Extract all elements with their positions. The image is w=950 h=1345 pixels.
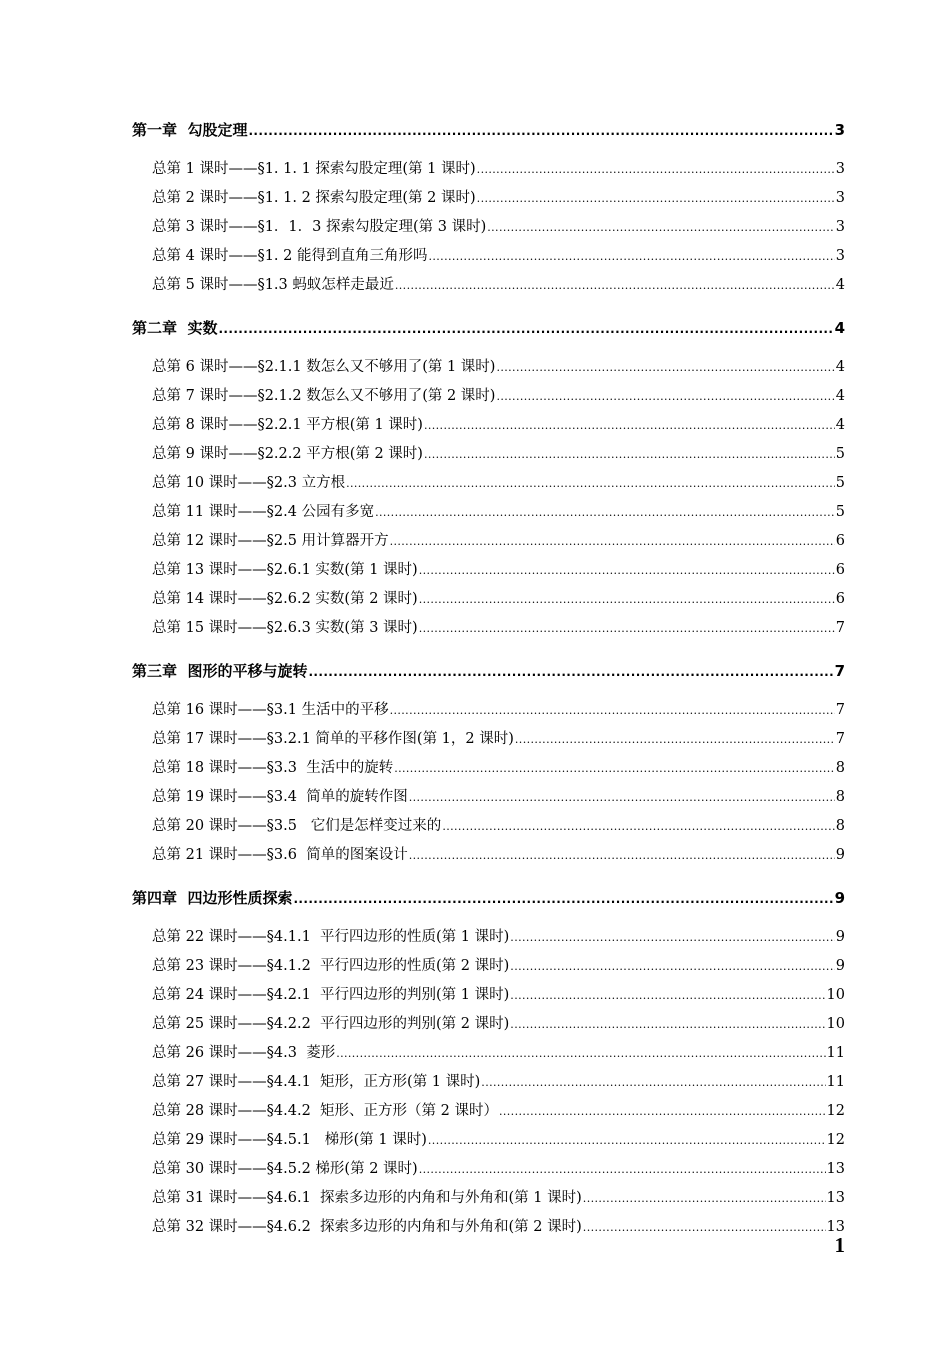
chapter-page-number: 7	[834, 662, 845, 680]
dot-leader	[424, 440, 835, 469]
dot-leader	[419, 556, 835, 585]
entry-page-number: 11	[826, 1074, 845, 1090]
dot-leader	[477, 184, 835, 213]
entry-page-number: 9	[835, 847, 845, 863]
entry-title: 总第 29 课时——§4.5.1 梯形(第 1 课时)	[152, 1132, 427, 1148]
dot-leader	[409, 841, 835, 870]
dot-leader	[477, 155, 835, 184]
entry-title: 总第 30 课时——§4.5.2 梯形(第 2 课时)	[152, 1161, 418, 1177]
toc-entry[interactable]	[132, 1068, 845, 1097]
dot-leader	[583, 1184, 826, 1213]
entry-title: 总第 27 课时——§4.4.1 矩形，正方形(第 1 课时)	[152, 1074, 481, 1090]
entry-title: 总第 17 课时——§3.2.1 简单的平移作图(第 1，2 课时)	[152, 731, 514, 747]
toc-entry[interactable]	[132, 696, 845, 725]
entry-title: 总第 9 课时——§2.2.2 平方根(第 2 课时)	[152, 446, 423, 462]
dot-leader	[293, 884, 833, 913]
entry-page-number: 4	[835, 359, 845, 375]
entry-page-number: 5	[835, 504, 845, 520]
toc-entry[interactable]	[132, 242, 845, 271]
toc-entry[interactable]	[132, 556, 845, 585]
entry-title: 总第 13 课时——§2.6.1 实数(第 1 课时)	[152, 562, 418, 578]
entry-page-number: 13	[826, 1190, 845, 1206]
dot-leader	[419, 585, 835, 614]
dot-leader	[428, 1126, 826, 1155]
toc-entry[interactable]	[132, 783, 845, 812]
toc-entry[interactable]	[132, 812, 845, 841]
entry-page-number: 13	[826, 1161, 845, 1177]
toc-entry[interactable]	[132, 1039, 845, 1068]
entry-page-number: 7	[835, 731, 845, 747]
entry-page-number: 13	[826, 1219, 845, 1235]
dot-leader	[487, 213, 835, 242]
dot-leader	[419, 614, 835, 643]
toc-entry[interactable]	[132, 952, 845, 981]
page-number: 1	[834, 1233, 845, 1257]
entry-page-number: 9	[835, 958, 845, 974]
dot-leader	[346, 469, 835, 498]
dot-leader	[499, 1097, 826, 1126]
dot-leader	[375, 498, 835, 527]
entry-title: 总第 25 课时——§4.2.2 平行四边形的判别(第 2 课时)	[152, 1016, 510, 1032]
entry-page-number: 11	[826, 1045, 845, 1061]
entry-title: 总第 8 课时——§2.2.1 平方根(第 1 课时)	[152, 417, 423, 433]
dot-leader	[248, 116, 833, 145]
toc-entry[interactable]	[132, 469, 845, 498]
chapter-title: 第三章 图形的平移与旋转	[132, 662, 308, 680]
dot-leader	[424, 411, 835, 440]
dot-leader	[395, 271, 835, 300]
entry-page-number: 3	[835, 219, 845, 235]
dot-leader	[583, 1213, 826, 1242]
dot-leader	[308, 657, 833, 686]
chapter-page-number: 3	[834, 121, 845, 139]
entry-page-number: 5	[835, 475, 845, 491]
entry-title: 总第 32 课时——§4.6.2 探索多边形的内角和与外角和(第 2 课时)	[152, 1219, 582, 1235]
dot-leader	[510, 981, 825, 1010]
dot-leader	[409, 783, 835, 812]
entry-page-number: 4	[835, 388, 845, 404]
entry-title: 总第 26 课时——§4.3 菱形	[152, 1045, 336, 1061]
entry-page-number: 3	[835, 248, 845, 264]
chapter-title: 第四章 四边形性质探索	[132, 889, 293, 907]
dot-leader	[510, 923, 834, 952]
entry-title: 总第 20 课时——§3.5 它们是怎样变过来的	[152, 818, 442, 834]
toc-entry[interactable]	[132, 184, 845, 213]
entry-title: 总第 18 课时——§3.3 生活中的旋转	[152, 760, 394, 776]
toc-entry[interactable]	[132, 411, 845, 440]
toc-entry[interactable]	[132, 754, 845, 783]
toc-entry[interactable]	[132, 725, 845, 754]
entry-title: 总第 15 课时——§2.6.3 实数(第 3 课时)	[152, 620, 418, 636]
entry-title: 总第 22 课时——§4.1.1 平行四边形的性质(第 1 课时)	[152, 929, 510, 945]
entry-title: 总第 6 课时——§2.1.1 数怎么又不够用了(第 1 课时)	[152, 359, 496, 375]
toc-chapter-heading[interactable]	[132, 884, 845, 912]
table-of-contents	[132, 116, 845, 1242]
dot-leader	[390, 696, 835, 725]
toc-entry[interactable]	[132, 271, 845, 300]
entry-page-number: 8	[835, 818, 845, 834]
entry-page-number: 10	[826, 987, 845, 1003]
toc-entry[interactable]	[132, 1010, 845, 1039]
toc-entry[interactable]	[132, 614, 845, 643]
toc-entry[interactable]	[132, 527, 845, 556]
entry-title: 总第 7 课时——§2.1.2 数怎么又不够用了(第 2 课时)	[152, 388, 496, 404]
entry-page-number: 6	[835, 591, 845, 607]
dot-leader	[419, 1155, 826, 1184]
toc-entry[interactable]	[132, 1213, 845, 1242]
entry-page-number: 5	[835, 446, 845, 462]
entry-page-number: 7	[835, 620, 845, 636]
dot-leader	[481, 1068, 825, 1097]
toc-entry[interactable]	[132, 923, 845, 952]
entry-title: 总第 2 课时——§1. 1. 2 探索勾股定理(第 2 课时)	[152, 190, 476, 206]
entry-title: 总第 21 课时——§3.6 简单的图案设计	[152, 847, 408, 863]
dot-leader	[428, 242, 834, 271]
toc-entry[interactable]	[132, 841, 845, 870]
toc-chapter-heading[interactable]	[132, 657, 845, 685]
entry-title: 总第 31 课时——§4.6.1 探索多边形的内角和与外角和(第 1 课时)	[152, 1190, 582, 1206]
toc-entry[interactable]	[132, 1184, 845, 1213]
chapter-title: 第二章 实数	[132, 319, 218, 337]
entry-title: 总第 24 课时——§4.2.1 平行四边形的判别(第 1 课时)	[152, 987, 510, 1003]
dot-leader	[515, 725, 835, 754]
entry-title: 总第 5 课时——§1.3 蚂蚁怎样走最近	[152, 277, 394, 293]
dot-leader	[336, 1039, 825, 1068]
entry-page-number: 12	[826, 1132, 845, 1148]
dot-leader	[496, 382, 834, 411]
dot-leader	[510, 952, 834, 981]
entry-page-number: 3	[835, 190, 845, 206]
toc-entry[interactable]	[132, 213, 845, 242]
toc-entry[interactable]	[132, 585, 845, 614]
entry-page-number: 6	[835, 533, 845, 549]
toc-entry[interactable]	[132, 981, 845, 1010]
entry-title: 总第 3 课时——§1．1．3 探索勾股定理(第 3 课时)	[152, 219, 487, 235]
entry-title: 总第 16 课时——§3.1 生活中的平移	[152, 702, 389, 718]
entry-title: 总第 4 课时——§1. 2 能得到直角三角形吗	[152, 248, 428, 264]
entry-title: 总第 10 课时——§2.3 立方根	[152, 475, 346, 491]
entry-page-number: 6	[835, 562, 845, 578]
entry-page-number: 4	[835, 277, 845, 293]
entry-page-number: 3	[835, 161, 845, 177]
toc-entry[interactable]	[132, 155, 845, 184]
toc-entry[interactable]	[132, 1155, 845, 1184]
entry-title: 总第 19 课时——§3.4 简单的旋转作图	[152, 789, 408, 805]
dot-leader	[218, 314, 833, 343]
entry-title: 总第 28 课时——§4.4.2 矩形、正方形（第 2 课时）	[152, 1103, 498, 1119]
toc-entry[interactable]	[132, 1126, 845, 1155]
dot-leader	[496, 353, 834, 382]
chapter-page-number: 4	[834, 319, 845, 337]
entry-page-number: 4	[835, 417, 845, 433]
toc-entry[interactable]	[132, 440, 845, 469]
toc-entry[interactable]	[132, 353, 845, 382]
entry-page-number: 9	[835, 929, 845, 945]
entry-title: 总第 12 课时——§2.5 用计算器开方	[152, 533, 389, 549]
toc-entry[interactable]	[132, 498, 845, 527]
entry-page-number: 7	[835, 702, 845, 718]
chapter-page-number: 9	[834, 889, 845, 907]
dot-leader	[394, 754, 835, 783]
entry-title: 总第 1 课时——§1. 1. 1 探索勾股定理(第 1 课时)	[152, 161, 476, 177]
entry-title: 总第 11 课时——§2.4 公园有多宽	[152, 504, 375, 520]
toc-chapter-heading[interactable]	[132, 314, 845, 342]
toc-chapter-heading[interactable]	[132, 116, 845, 144]
dot-leader	[510, 1010, 825, 1039]
entry-page-number: 8	[835, 760, 845, 776]
entry-title: 总第 14 课时——§2.6.2 实数(第 2 课时)	[152, 591, 418, 607]
toc-entry[interactable]	[132, 382, 845, 411]
entry-page-number: 8	[835, 789, 845, 805]
entry-page-number: 10	[826, 1016, 845, 1032]
toc-entry[interactable]	[132, 1097, 845, 1126]
dot-leader	[390, 527, 835, 556]
dot-leader	[442, 812, 834, 841]
chapter-title: 第一章 勾股定理	[132, 121, 248, 139]
entry-page-number: 12	[826, 1103, 845, 1119]
entry-title: 总第 23 课时——§4.1.2 平行四边形的性质(第 2 课时)	[152, 958, 510, 974]
